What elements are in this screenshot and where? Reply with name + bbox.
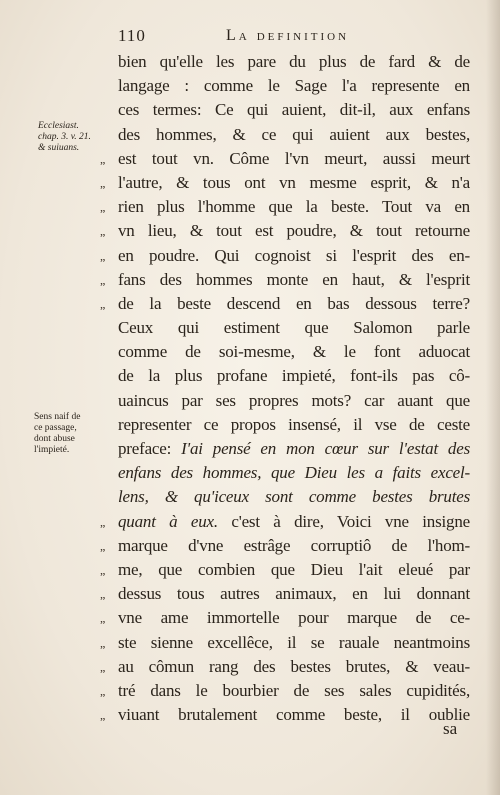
text-line — [100, 534, 470, 558]
text-line — [118, 389, 470, 413]
line-text: en poudre. Qui cognoist si l'esprit des en- — [118, 245, 470, 265]
quotation-mark-icon: „ — [100, 224, 106, 239]
quotation-mark-icon: „ — [100, 635, 106, 650]
page-number: 110 — [118, 26, 146, 45]
line-text-roman: preface: — [118, 439, 182, 458]
line-text: bien qu'elle les pare du plus de fard & de — [118, 52, 470, 71]
text-line — [100, 195, 470, 219]
text-line — [100, 631, 470, 655]
margin-note-line: Sens naif de — [34, 412, 81, 422]
text-line — [118, 340, 470, 364]
quotation-mark-icon: „ — [100, 611, 106, 626]
page-edge-shadow — [486, 0, 500, 795]
line-text: rien plus l'homme que la beste. Tout va en — [118, 197, 470, 217]
line-text: des hommes, & ce qui auient aux bestes, — [118, 124, 470, 144]
catchword: sa — [443, 719, 458, 738]
margin-note-line: Ecclesiast. — [38, 121, 79, 131]
margin-note-sens-naif — [34, 412, 80, 456]
line-text: l'autre, & tous ont vn mesme esprit, & n'a — [118, 172, 470, 192]
text-line — [118, 316, 470, 340]
line-text: viuant brutalement comme beste, il oublie — [118, 705, 470, 725]
text-line — [100, 655, 470, 679]
text-line — [118, 437, 470, 461]
line-text: comme de soi-mesme, & le font aduocat — [118, 342, 470, 362]
line-text: uaincus par ses propres mots? car auant que — [118, 390, 470, 410]
line-text: fans des hommes monte en haut, & l'esprit — [118, 269, 470, 289]
quotation-mark-icon: „ — [100, 200, 106, 215]
quotation-mark-icon: „ — [100, 659, 106, 674]
running-head — [118, 26, 468, 46]
line-text: marque d'vne estrâge corruptiô de l'hom- — [118, 535, 470, 555]
margin-note-line: l'impieté. — [34, 445, 70, 455]
quotation-mark-icon: „ — [100, 248, 106, 263]
line-text-italic: enfans des hommes, que Dieu les a faits excel- — [118, 463, 470, 483]
text-line — [118, 74, 470, 98]
text-line — [100, 268, 470, 292]
body-text — [100, 50, 470, 727]
text-line — [118, 123, 470, 147]
text-line — [100, 292, 470, 316]
quotation-mark-icon: „ — [100, 514, 106, 529]
margin-note-line: ce passage, — [34, 423, 77, 433]
line-text: ste sienne excellêce, il se rauale neantmoins — [118, 632, 470, 652]
quotation-mark-icon: „ — [100, 562, 106, 577]
margin-note-line: chap. 3. v. 21. — [38, 132, 91, 142]
line-text: de la plus profane impieté, font-ils pas cô- — [118, 366, 470, 386]
text-line — [100, 582, 470, 606]
line-text: vne ame immortelle pour marque de ce- — [118, 608, 470, 628]
line-text: langage : comme le Sage l'a represente en — [118, 76, 470, 96]
text-line — [118, 461, 470, 485]
margin-note-line: dont abuse — [34, 434, 75, 444]
line-text: ces termes: Ce qui auient, dit-il, aux enfans — [118, 100, 470, 120]
line-text: Ceux qui estiment que Salomon parle — [118, 318, 470, 338]
line-text: me, que combien que Dieu l'ait eleué par — [118, 559, 470, 579]
text-line — [100, 244, 470, 268]
text-line — [118, 50, 470, 74]
line-text-italic: lens, & qu'iceux sont comme bestes brutes — [118, 487, 470, 507]
quotation-mark-icon: „ — [100, 175, 106, 190]
text-line — [100, 703, 470, 727]
text-line — [100, 171, 470, 195]
text-line — [100, 606, 470, 630]
text-line — [100, 147, 470, 171]
line-text-italic: quant à eux. — [118, 511, 218, 531]
running-title: La definition — [226, 27, 350, 44]
text-line — [118, 413, 470, 437]
text-line — [100, 558, 470, 582]
text-line — [100, 219, 470, 243]
text-line — [118, 364, 470, 388]
line-text-italic: I'ai pensé en mon cœur sur l'estat des — [181, 439, 470, 458]
text-line — [118, 485, 470, 509]
line-text: est tout vn. Côme l'vn meurt, aussi meurt — [118, 148, 470, 168]
text-line — [100, 679, 470, 703]
quotation-mark-icon: „ — [100, 708, 106, 723]
line-text: de la beste descend en bas dessous terre? — [118, 293, 470, 313]
line-text: representer ce propos insensé, il vse de ceste — [118, 414, 470, 434]
quotation-mark-icon: „ — [100, 538, 106, 553]
line-text-roman: c'est à dire, Voici vne insigne — [217, 511, 470, 531]
line-text: vn lieu, & tout est poudre, & tout retourne — [118, 221, 470, 241]
text-line — [100, 510, 470, 534]
quotation-mark-icon: „ — [100, 296, 106, 311]
line-text: dessus tous autres animaux, en lui donnant — [118, 584, 470, 604]
margin-note-line: & suiuans. — [38, 143, 80, 153]
line-text: tré dans le bourbier de ses sales cupidités, — [118, 680, 470, 700]
quotation-mark-icon: „ — [100, 587, 106, 602]
quotation-mark-icon: „ — [100, 683, 106, 698]
text-line — [118, 98, 470, 122]
line-text: au cômun rang des bestes brutes, & veau- — [118, 656, 470, 676]
margin-note-ecclesiastes — [38, 121, 91, 154]
quotation-mark-icon: „ — [100, 272, 106, 287]
quotation-mark-icon: „ — [100, 151, 106, 166]
